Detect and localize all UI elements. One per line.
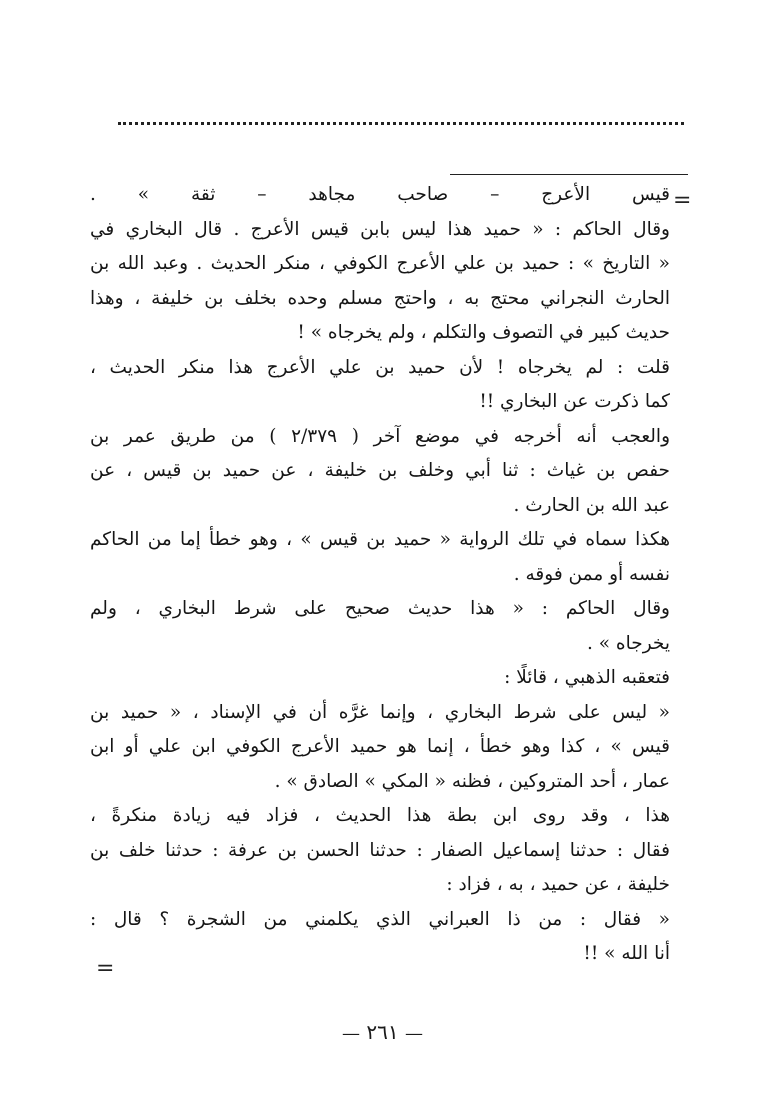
page-number-dash-right: — — [404, 1023, 423, 1044]
text-line-3: « التاريخ » : حميد بن علي الأعرج الكوفي ، منكر الحديث . وعبد الله بن — [90, 253, 670, 274]
text-line-19: هذا ، وقد روى ابن بطة هذا الحديث ، فزاد فيه زيادة منكرةً ، — [90, 805, 670, 826]
text-line-15: فتعقبه الذهبي ، قائلًا : — [504, 667, 670, 688]
text-line-2: وقال الحاكم : « حميد هذا ليس بابن قيس الأعرج . قال البخاري في — [90, 218, 670, 240]
text-line-21: خليفة ، عن حميد ، به ، فزاد : — [446, 874, 670, 895]
text-line-6: قلت : لم يخرجاه ! لأن حميد بن علي الأعرج هذا منكر الحديث ، — [90, 356, 670, 378]
text-line-17: قيس » ، كذا وهو خطأ ، إنما هو حميد الأعرج الكوفي ابن علي أو ابن — [90, 736, 670, 757]
text-line-22: « فقال : من ذا العبراني الذي يكلمني من الشجرة ؟ قال : — [90, 908, 670, 930]
text-line-10: عبد الله بن الحارث . — [513, 494, 670, 516]
text-line-1: قيس الأعرج – صاحب مجاهد – ثقة » . — [90, 184, 670, 205]
text-line-5: حديث كبير في التصوف والتكلم ، ولم يخرجاه » ! — [297, 322, 670, 343]
text-line-20: فقال : حدثنا إسماعيل الصفار : حدثنا الحسن بن عرفة : حدثنا خلف بن — [90, 839, 670, 861]
continuation-marker-bottom: = — [96, 956, 115, 981]
text-line-7: كما ذكرت عن البخاري !! — [479, 391, 670, 412]
text-line-13: وقال الحاكم : « هذا حديث صحيح على شرط البخاري ، ولم — [90, 598, 670, 619]
text-line-12: نفسه أو ممن فوقه . — [513, 563, 670, 585]
dotted-separator — [118, 122, 684, 125]
text-line-18: عمار ، أحد المتروكين ، فظنه « المكي » الصادق » . — [274, 770, 670, 792]
text-line-16: « ليس على شرط البخاري ، وإنما غرَّه أن في الإسناد ، « حميد بن — [90, 701, 670, 723]
text-line-14: يخرجاه » . — [586, 632, 670, 654]
text-line-4: الحارث النجراني محتج به ، واحتج مسلم وحده بخلف بن خليفة ، وهذا — [90, 287, 670, 309]
page-number-footer — [0, 1020, 765, 1044]
text-line-11: هكذا سماه في تلك الرواية « حميد بن قيس » ، وهو خطأ إما من الحاكم — [90, 529, 670, 550]
footnote-rule — [450, 174, 688, 175]
page-number-dash-left: — — [342, 1023, 361, 1044]
text-line-23: أنا الله » !! — [583, 943, 670, 964]
footnote-text — [90, 178, 670, 972]
text-line-8: والعجب أنه أخرجه في موضع آخر ( ٢/٣٧٩ ) من طريق عمر بن — [90, 425, 670, 447]
continuation-marker-top: = — [673, 188, 692, 213]
text-line-9: حفص بن غياث : ثنا أبي وخلف بن خليفة ، عن حميد بن قيس ، عن — [90, 460, 670, 481]
page-number: ٢٦١ — [366, 1020, 399, 1044]
